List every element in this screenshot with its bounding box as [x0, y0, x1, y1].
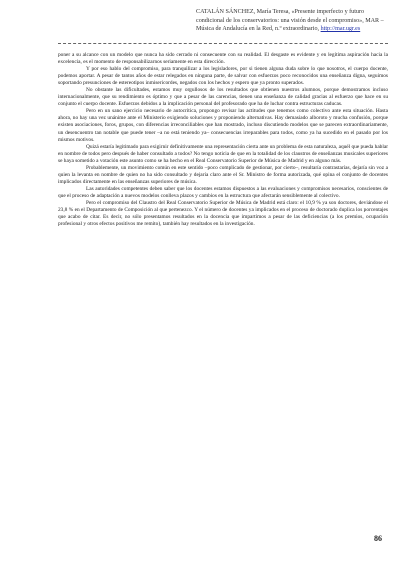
body-text: [58, 52, 388, 228]
paragraph: Quizá estaría legitimado para exigirnir definitivamente una representación cierta ante un problema de esta naturaleza, aquél que pueda hablar en nombre de todos pero después de haber consultado a todos? No tengo noticia de que en la totalidad de los claustros de enseñanzas musicales superiores se haya sometido a votación este asunto como se ha hecho en el Real Conservatorio Superior de Música de Madrid y en alguno más.: [58, 143, 388, 164]
paragraph: poner a su alcance con un modelo que nunca ha sido cerrado ni consecuente con su realidad. El desgaste es evidente y en legítima aspiración hacia la excelencia, es el momento de responsabilizarnos seriamente en esta dirección.: [58, 52, 388, 66]
citation-header: [196, 8, 386, 34]
paragraph: Probablemente, un movimiento común en este sentido –poco complicado de gestionar, por cierto–, resultaría contrastarías, dejaría sin voz a quien la levanta en nombre de quien no ha sido consultado y dejaría claro ante el Sr. Ministro de forma autorizada, qué opina el conjunto de docentes implicados directamente en las enseñanzas superiores de música.: [58, 164, 388, 185]
paragraph: Pero el compromiso del Claustro del Real Conservatorio Superior de Música de Madrid está claro: el 10,9 % ya son doctores, deviándose el 23,8 % en el Departamento de Composición al que pertenezco. Y el número de docentes ya implicados en el proceso de doctorado duplica los porcentajes que acabo de citar. Es decir, no sólo presentamos resultados en la docencia que impartimos a pesar de las deficiencias (a los premios, ocupación profesional y otros efectos positivos me remito), también hay resultados en la investigación.: [58, 199, 388, 228]
paragraph: Y por eso hablo del compromiso, para tranquilizar a los legisladores, por si tienen alguna duda sobre lo que nosotros, el cuerpo docente, podemos aportar. A pesar de tantos años de estar relegados en ninguna parte, de salvar con esfuerzos poco reconocidos una enseñanza digna, seguimos soportando presunciones de estereotipos inmisericordes, negados con los hechos y espero que ya pronto superados.: [58, 66, 388, 87]
citation-text: CATALÁN SÁNCHEZ, María Teresa, «Presente imperfecto y futuro condicional de los conservatorios: una visión desde el compromiso», MAR – Música de Andalucía en la Red, n.º extraordinario,: [196, 9, 384, 33]
paragraph: No obstante las dificultades, estamos muy orgullosos de los resultados que obtienen nuestros alumnos, porque demostramos incluso internacionalmente, que su rendimiento es óptimo y que a pesar de las carencias, tienen una enseñanza de calidad gracias al esfuerzo que hace en su conjunto el cuerpo docente. Esfuerzos debidos a la implicación personal del profesorado que ha de luchar contra estructuras caducas.: [58, 87, 388, 108]
page-number: 86: [374, 534, 382, 543]
paragraph: Las autoridades competentes deben saber que los docentes estamos dispuestos a las evaluaciones y compromisos necesarios, conscientes de que el proceso de adaptación a nuevos modelos conlleva plazos y cambios en la estructura que afectarán sensiblemente al colectivo.: [58, 185, 388, 199]
citation-link[interactable]: http://mar.ugr.es: [320, 26, 361, 33]
paragraph: Pero en un sano ejercicio necesario de autocrítica, propongo revisar las actitudes que tenemos como colectivo ante esta situación. Hasta ahora, no hay una vez unánime ante el Ministerio exigiendo soluciones y proponiendo alternativas. Hay demasiado alboroto y mucha confusión, porque existen asociaciones, foros, grupos, con diferencias irreconciliables que han mostrado, incluso discutiendo modelos que se parecen extraordinariamente, un desencuentro tan notable que puede tener –a no está teniendo ya– consecuencias irreparables para todos, como ya ha sucedido en el pasado por los mismos motivos.: [58, 108, 388, 143]
header-divider: [58, 43, 388, 44]
